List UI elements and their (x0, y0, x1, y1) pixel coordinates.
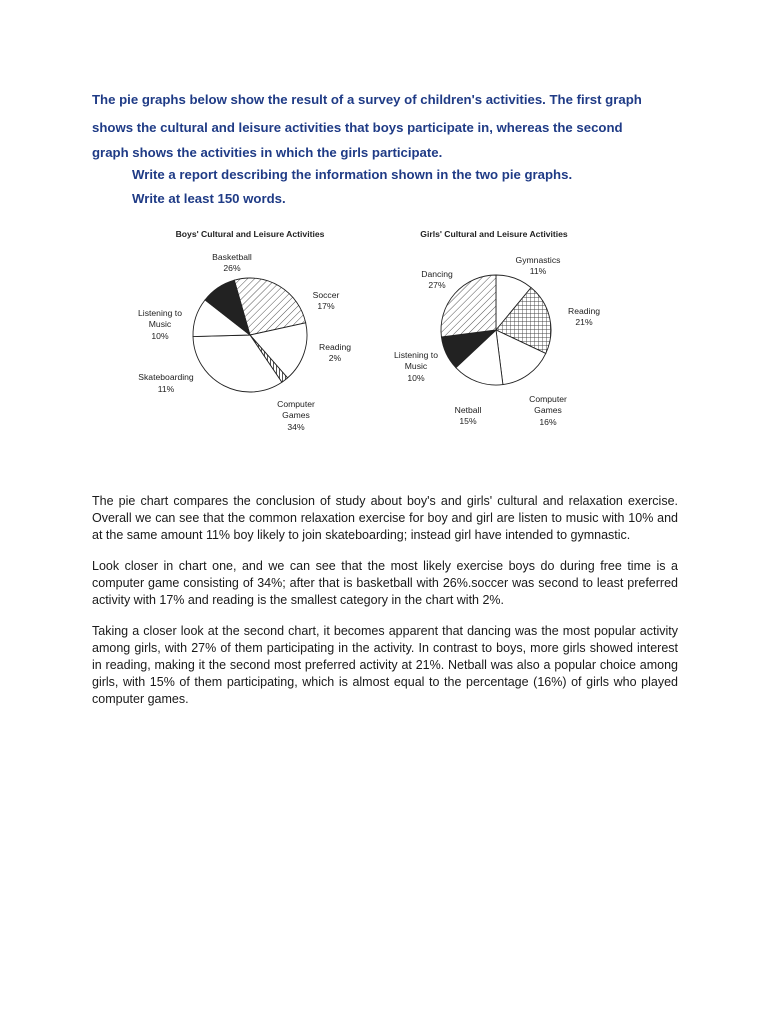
boys-label-soccer: Soccer (312, 290, 340, 300)
essay-paragraph-1: The pie chart compares the conclusion of study about boy's and girls' cultural and relaxation exercise. Overall we can see that the common relaxation exercise for boy and girl are listen to music with 10% and at the same amount 11% boy likely to join skateboarding; instead girl have intended to gymnastic. (92, 494, 678, 542)
girls-label-reading: Reading (567, 306, 601, 316)
pie-charts-svg (110, 225, 610, 440)
girls-pct-listening: 10% (407, 373, 425, 383)
boys-label-games: Games (282, 410, 310, 420)
girls-pct-reading: 21% (575, 317, 593, 327)
boys-label-computer: Computer (277, 399, 315, 409)
prompt-instruction-2: Write at least 150 words. (132, 191, 286, 206)
essay-body (92, 493, 678, 722)
boys-label-skateboarding: Skateboarding (138, 372, 194, 382)
girls-pct-gymnastics: 11% (529, 266, 547, 276)
girls-label-netball: Netball (454, 405, 482, 415)
prompt-line-2: shows the cultural and leisure activities that boys participate in, whereas the second (92, 120, 623, 135)
boys-pct-skateboarding: 11% (157, 384, 175, 394)
girls-label-dancing: Dancing (421, 269, 453, 279)
girls-pct-netball: 15% (459, 416, 477, 426)
boys-pct-listening: 10% (151, 331, 169, 341)
pie-charts-figure (110, 225, 610, 440)
girls-pct-dancing: 27% (428, 280, 446, 290)
prompt-instruction-1: Write a report describing the information shown in the two pie graphs. (132, 167, 573, 182)
boys-label-basketball: Basketball (212, 252, 252, 262)
boys-label-music: Music (148, 319, 172, 329)
girls-label-gymnastics: Gymnastics (515, 255, 561, 265)
girls-label-listening-to: Listening to (394, 350, 438, 360)
prompt-line-3: graph shows the activities in which the girls participate. (92, 145, 443, 160)
essay-paragraph-2: Look closer in chart one, and we can see that the most likely exercise boys do during free time is a computer game consisting of 34%; after that is basketball with 26%.soccer was second to least preferred activity with 17% and reading is the smallest category in the chart with 2%. (92, 559, 678, 607)
essay-paragraph-3: Taking a closer look at the second chart, it becomes apparent that dancing was the most popular activity among girls, with 27% of them participating in the activity. In contrast to boys, more girls showed interest in reading, making it the second most preferred activity at 21%. Netball was also a popular choice among girls, with 15% of them participating, which is almost equal to the percentage (16%) of girls who played computer games. (92, 624, 678, 706)
girls-pie (441, 275, 551, 385)
boys-pct-soccer: 17% (317, 301, 335, 311)
girls-label-games: Games (534, 405, 562, 415)
girls-label-computer: Computer (529, 394, 567, 404)
girls-slice-dancing (441, 275, 496, 337)
boys-label-reading: Reading (318, 342, 352, 352)
boys-pct-basketball: 26% (223, 263, 241, 273)
boys-pct-computer-games: 34% (287, 422, 305, 432)
boys-chart-title: Boys' Cultural and Leisure Activities (175, 229, 325, 239)
boys-label-listening-to: Listening to (138, 308, 182, 318)
girls-label-music: Music (404, 361, 428, 371)
boys-pct-reading: 2% (328, 353, 342, 363)
prompt-line-1: The pie graphs below show the result of a survey of children's activities. The first graph (92, 92, 642, 107)
girls-pct-computer-games: 16% (539, 417, 557, 427)
girls-chart-title: Girls' Cultural and Leisure Activities (420, 229, 568, 239)
boys-pie (193, 278, 307, 392)
